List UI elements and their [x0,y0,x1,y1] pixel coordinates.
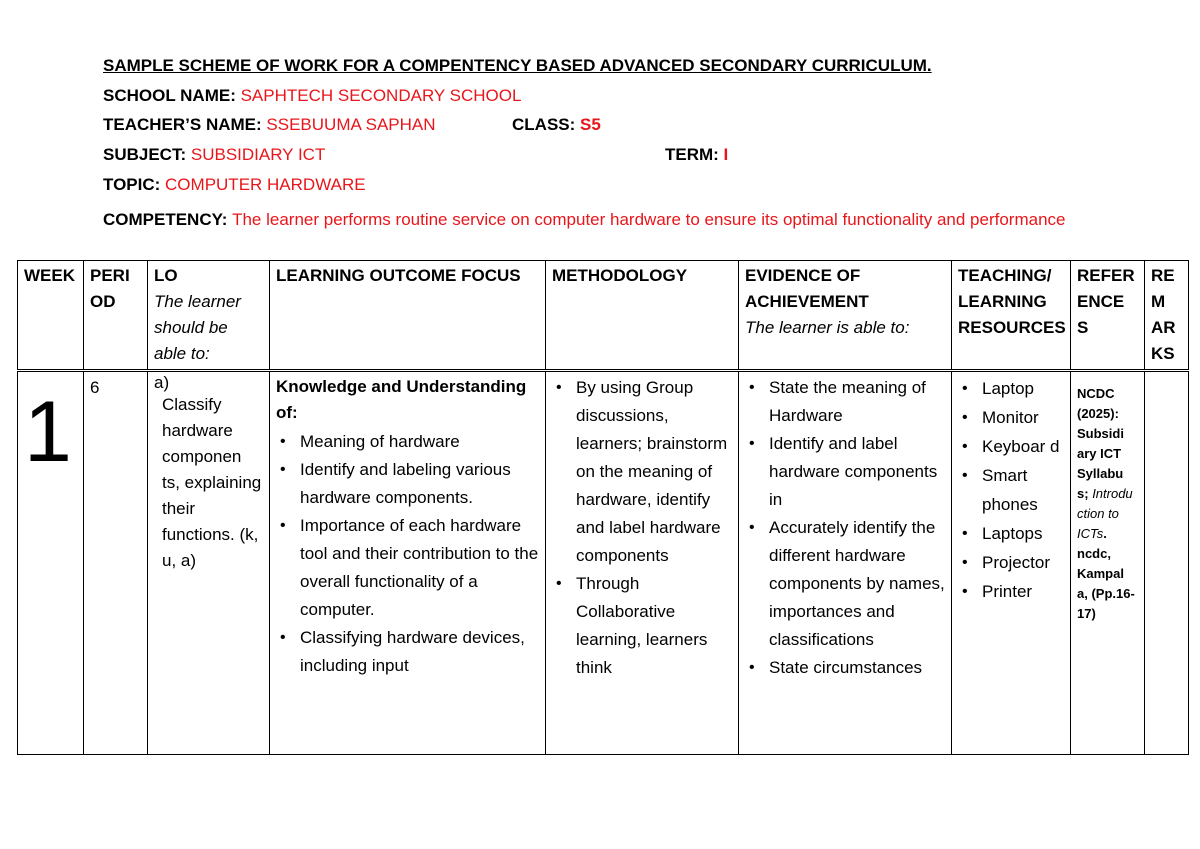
focus-heading: Knowledge and Understanding of: [276,377,527,422]
methodology-cell [546,371,739,755]
reference-part-c: . ncdc, Kampal a, (Pp.16-17) [1077,526,1135,621]
competency-label: COMPETENCY: [103,210,233,229]
focus-list [276,428,539,680]
focus-cell [270,371,546,755]
term-line [665,145,728,165]
list-item: • Smart phones [982,461,1064,519]
week-cell: 1 [18,371,84,755]
table-row [18,371,1189,755]
school-name-line [103,86,521,106]
list-item: • Keyboar d [982,432,1064,461]
list-item: • Laptop [982,374,1064,403]
col-week: WEEK [18,261,84,371]
class-label: CLASS: [512,115,580,134]
list-item: • Accurately identify the different hardware components by names, importances and classifications [769,514,945,654]
list-item: • By using Group discussions, learners; brainstorm on the meaning of hardware, identify and label hardware components [576,374,732,570]
list-item: • Monitor [982,403,1064,432]
col-resources: TEACHING/ LEARNING RESOURCES [952,261,1071,371]
reference-part-b: Introdu ction to ICTs [1077,486,1133,541]
school-name-value: SAPHTECH SECONDARY SCHOOL [240,86,522,105]
col-methodology: METHODOLOGY [546,261,739,371]
list-item: • Importance of each hardware tool and their contribution to the overall functionality of a computer. [300,512,539,624]
teacher-name-label: TEACHER’S NAME: [103,115,267,134]
competency-value: The learner performs routine service on computer hardware to ensure its optimal functionality and performance [232,210,1066,229]
resources-list [958,374,1064,606]
col-references: REFER ENCE S [1071,261,1145,371]
evidence-list [745,374,945,682]
teacher-name-value: SSEBUUMA SAPHAN [266,115,436,134]
col-evidence-subtitle: The learner is able to: [745,318,910,337]
col-lo-subtitle: The learner should be able to: [154,292,241,363]
evidence-cell [739,371,952,755]
subject-value: SUBSIDIARY ICT [190,145,326,164]
list-item: • Printer [982,577,1064,606]
table-header-row [18,261,1189,371]
col-remarks: RE M AR KS [1145,261,1189,371]
document-title: SAMPLE SCHEME OF WORK FOR A COMPENTENCY BASED ADVANCED SECONDARY CURRICULUM. [103,56,932,75]
list-item: • Laptops [982,519,1064,548]
teacher-name-line [103,115,436,135]
period-cell: 6 [84,371,148,755]
lo-cell [148,371,270,755]
list-item: • Classifying hardware devices, including input [300,624,539,680]
list-item: • Identify and labeling various hardware components. [300,456,539,512]
reference-part-a: NCDC (2025): Subsidi ary ICT Syllabu s; [1077,386,1124,501]
competency-line [103,205,1083,234]
col-lo [148,261,270,371]
list-item: • Identify and label hardware components in [769,430,945,514]
list-item: • State circumstances [769,654,945,682]
term-value: I [723,145,729,164]
subject-label: SUBJECT: [103,145,191,164]
col-period: PERI OD [84,261,148,371]
list-item: • Meaning of hardware [300,428,539,456]
references-cell [1071,371,1145,755]
school-name-label: SCHOOL NAME: [103,86,241,105]
methodology-list [552,374,732,682]
resources-cell [952,371,1071,755]
col-evidence [739,261,952,371]
topic-line [103,175,366,195]
list-item: • State the meaning of Hardware [769,374,945,430]
list-item: • Through Collaborative learning, learners think [576,570,732,682]
list-item: • Projector [982,548,1064,577]
col-evidence-title: EVIDENCE OF ACHIEVEMENT [745,266,869,311]
remarks-cell [1145,371,1189,755]
lo-text: Classify hardware componen ts, explaining their functions. (k, u, a) [162,395,262,570]
scheme-of-work-table [17,260,1189,755]
term-label: TERM: [665,145,724,164]
lo-letter: a) [154,373,170,392]
class-line [512,115,601,135]
col-lo-title: LO [154,266,178,285]
topic-label: TOPIC: [103,175,166,194]
class-value: S5 [580,115,601,134]
subject-line [103,145,325,165]
topic-value: COMPUTER HARDWARE [165,175,366,194]
col-focus: LEARNING OUTCOME FOCUS [270,261,546,371]
